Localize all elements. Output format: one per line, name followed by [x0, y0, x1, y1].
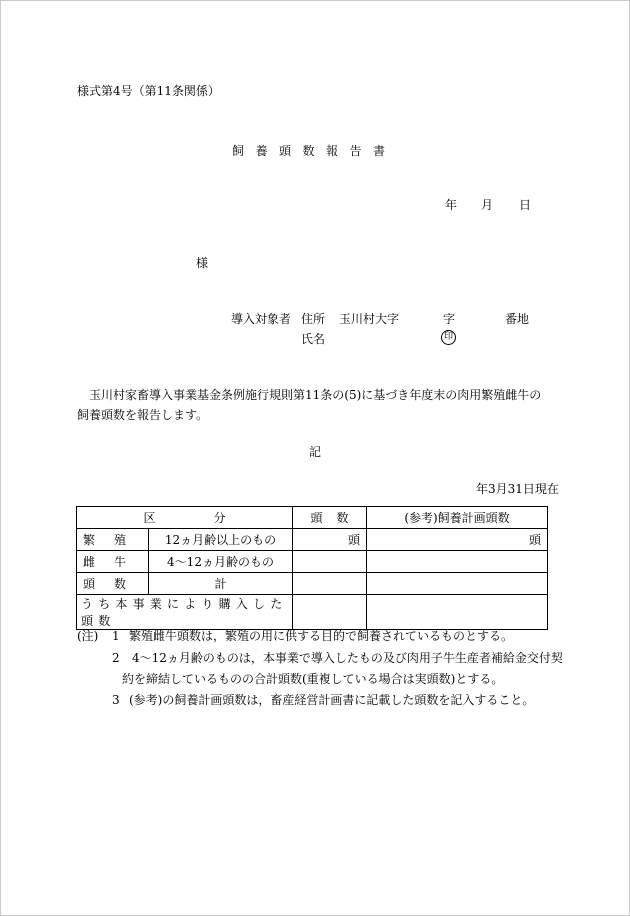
table-row — [77, 595, 548, 630]
heads-cell — [293, 573, 367, 595]
form-number: 様式第4号（第11条関係） — [77, 84, 220, 98]
plan-cell — [367, 573, 548, 595]
note-number: 3 — [112, 693, 120, 707]
notes-prefix: (注) — [77, 629, 99, 643]
report-body: 玉川村家畜導入事業基金条例施行規則第11条の(5)に基づき年度末の肉用繁殖雌牛の飼養頭数を報告します。 — [77, 388, 542, 422]
heads-cell: 頭 — [293, 529, 367, 551]
table-row — [77, 551, 548, 573]
row-label: 雌 牛 — [77, 551, 149, 573]
plan-cell — [367, 551, 548, 573]
report-table — [76, 506, 548, 630]
as-of-date: 年3月31日現在 — [476, 482, 559, 496]
purchase-row-label: うち本事業により購入した頭数 — [77, 595, 293, 630]
row-label: 繁 殖 — [77, 529, 149, 551]
note-text: (参考)の飼養計画頭数は，畜産経営計画書に記載した頭数を記入すること。 — [129, 693, 535, 707]
heads-cell — [293, 595, 367, 630]
table-row — [77, 529, 548, 551]
row-desc: 4〜12ヵ月齢のもの — [149, 551, 293, 573]
address-value: 玉川村大字 — [339, 312, 400, 326]
applicant-role: 導入対象者 — [231, 312, 292, 326]
note-number: 2 — [112, 651, 120, 665]
ki-heading: 記 — [309, 445, 322, 459]
row-label: 頭 数 — [77, 573, 149, 595]
aza-label: 字 — [443, 312, 456, 326]
plan-cell: 頭 — [367, 529, 548, 551]
note-text: 4〜12ヵ月齢のものは，本事業で導入したもの及び肉用子牛生産者補給金交付契 — [132, 651, 563, 665]
note-text: 繁殖雌牛頭数は，繁殖の用に供する目的で飼養されているものとする。 — [129, 629, 514, 643]
name-label: 氏名 — [301, 332, 326, 346]
date-year: 年 — [445, 198, 458, 212]
address-label: 住所 — [301, 312, 326, 326]
date-month: 月 — [481, 198, 494, 212]
date-line — [445, 198, 531, 212]
row-desc: 計 — [149, 573, 293, 595]
note-text-continued: 約を締結しているものの合計頭数(重複している場合は実頭数)とする。 — [122, 672, 504, 686]
header-category: 区 分 — [77, 507, 293, 529]
header-heads: 頭 数 — [293, 507, 367, 529]
row-desc: 12ヵ月齢以上のもの — [149, 529, 293, 551]
date-day: 日 — [519, 198, 532, 212]
table-row — [77, 573, 548, 595]
table-header-row — [77, 507, 548, 529]
page-title: 飼養頭数報告書 — [232, 144, 397, 158]
heads-cell — [293, 551, 367, 573]
banchi-label: 番地 — [505, 312, 530, 326]
note-number: 1 — [112, 629, 120, 643]
seal-mark: 印 — [441, 330, 456, 345]
header-plan: (参考)飼養計画頭数 — [367, 507, 548, 529]
plan-cell — [367, 595, 548, 630]
addressee-suffix: 様 — [196, 256, 209, 270]
